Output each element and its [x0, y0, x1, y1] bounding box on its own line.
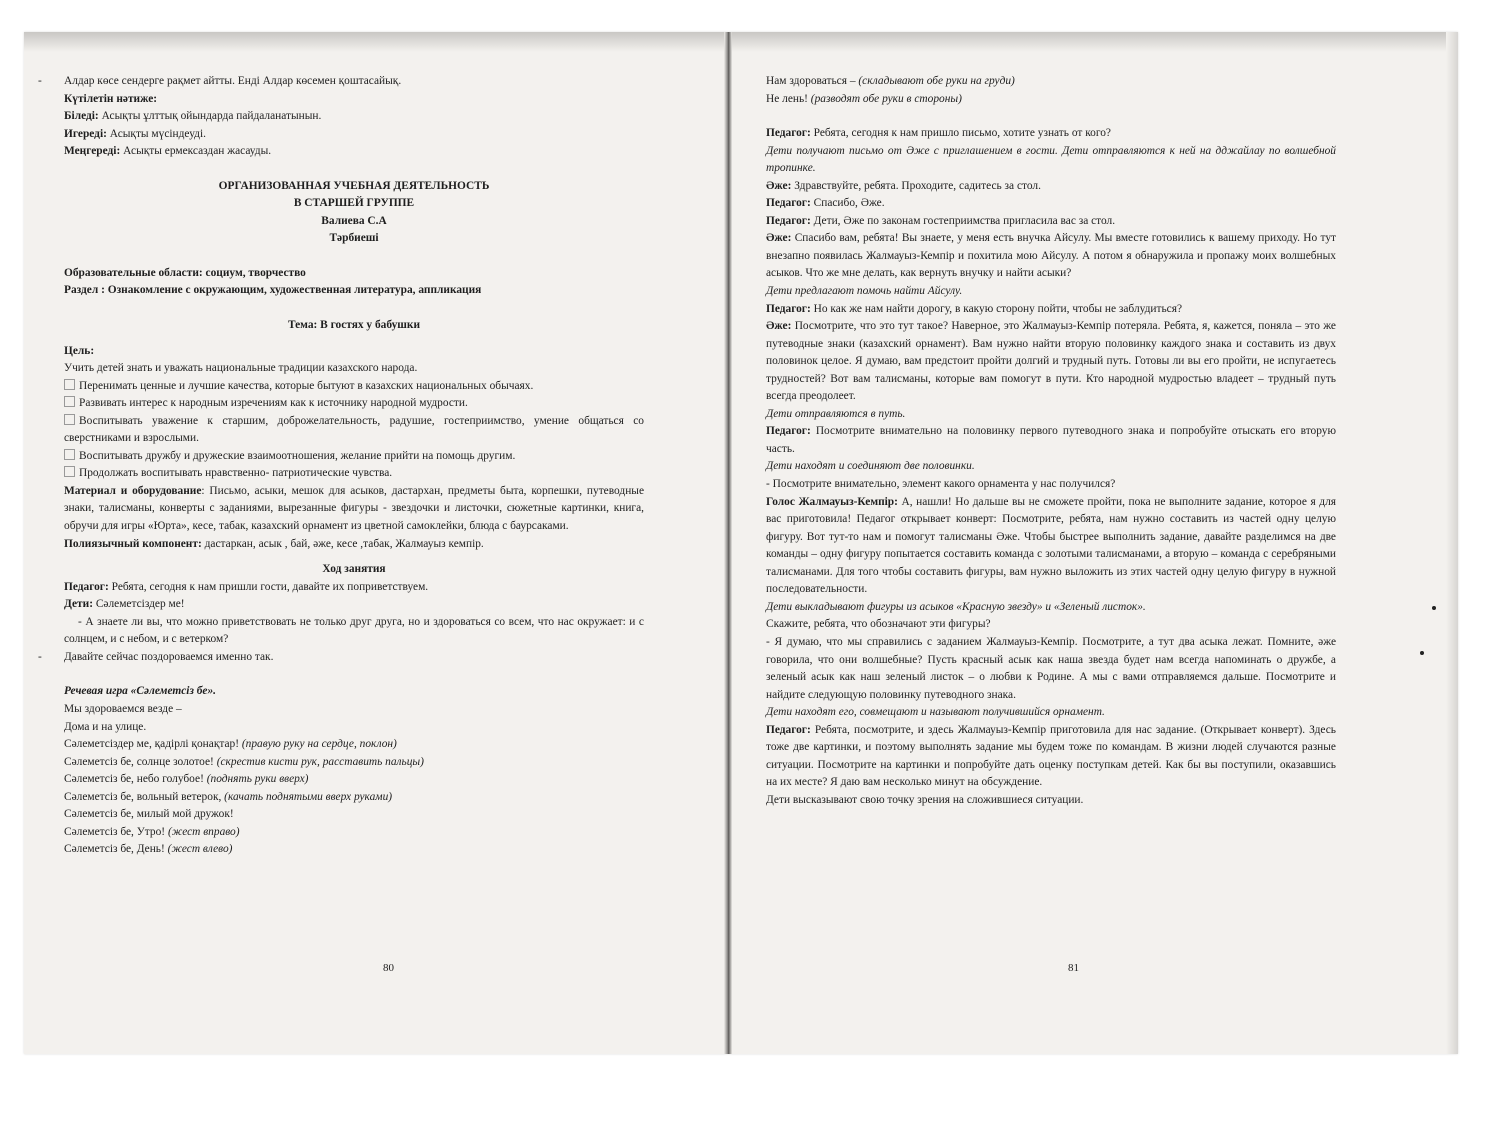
educational-areas: Образовательные области: социум, творчество	[64, 266, 306, 279]
speaker-label: Педагог:	[766, 197, 811, 210]
speaker-label: Әже:	[766, 320, 792, 333]
dialog-line	[766, 178, 1336, 196]
verse-block	[64, 701, 644, 859]
page-edge-shadow	[1446, 32, 1458, 1054]
verse-line: Мы здороваемся везде –	[64, 702, 182, 715]
stage-direction: Дети отправляются в путь.	[766, 407, 906, 420]
checkbox-bullet-icon	[64, 379, 75, 390]
scan-speck	[1432, 606, 1436, 610]
dialog-line	[766, 494, 1336, 599]
dialog-line	[766, 195, 1336, 213]
speaker-label: Әже:	[766, 232, 792, 245]
verse-line: Сәлеметсіздер ме, қадірлі қонақтар! (правую руку на сердце, поклон)	[64, 738, 397, 751]
speech-text: А, нашли! Но дальше вы не сможете пройти, пока не выполните задание, которое я для вас приготовила! Педагог открывает конверт: Посмотрите, ребята, нам нужно составить из частей одну целую фигуру. Вот тут-то нам и помогут талисманы Әже. Чтобы быстрее выполнить задание, давайте разделимся на две команды – одну фигуру попытается составить команда с золотыми талисманами, а вторую – команда с серебряными талисманами. Для того чтобы составить фигуры, вам нужно выложить из этих частей одну целую фигуру в нужной последовательности.	[766, 495, 1336, 596]
dialog-line	[766, 301, 1336, 319]
dialog-line	[766, 230, 1336, 283]
dialogue-body	[766, 125, 1336, 809]
goal-item: Воспитывать дружбу и дружеские взаимоотношения, желание прийти на помощь другим.	[64, 448, 644, 466]
dialog-line	[766, 722, 1336, 792]
dialog-line	[766, 213, 1336, 231]
polylingual-component: Полиязычный компонент: дастаркан, асык , бай, әже, кесе ,табак, Жалмауыз кемпір.	[64, 537, 484, 550]
dialog-line: Дети: Сәлеметсіздер ме!	[64, 598, 185, 611]
speech-text: Спасибо вам, ребята! Вы знаете, у меня есть внучка Айсулу. Мы вместе готовились к вашему приходу. Но тут внезапно появилась Жалмауыз-Кемпір и похитила мою Айсулу. А потом я обнаружила и пропажу моих волшебных асыков. Что же мне делать, как вернуть внучку и найти асыки?	[766, 232, 1336, 280]
stage-direction: Дети находят и соединяют две половинки.	[766, 460, 975, 473]
materials-paragraph: Материал и оборудование: Письмо, асыки, мешок для асыков, дастархан, предметы быта, корпешки, путеводные знаки, талисманы, конверты с заданиями, вырезанные фигуры - звездочки и листочки, сюжетные картинки, книга, обручи для игры «Юрта», кесе, табак, казахский орнамент из цветной самоклейки, блюда с баурсаками.	[64, 484, 645, 533]
verse-line: Сәлеметсіз бе, солнце золотое! (скрестив кисти рук, расставить пальцы)	[64, 755, 424, 768]
lesson-theme: Тема: В гостях у бабушки	[287, 319, 421, 332]
verse-line: Дома и на улице.	[64, 720, 147, 733]
book-spine	[724, 32, 732, 1054]
left-page	[38, 73, 645, 859]
speech-text: - Я думаю, что мы справились с заданием Жалмауыз-Кемпір. Посмотрите, а тут два асыка лежат. Помните, әже говорила, что они волшебные? Пусть красный асык как наша звезда будет нам всегда напоминать о дружбе, а зеленый асык как наш зеленый листок – о любви к Родине. А мы с вами отправляемся дальше. Посмотрите и найдите следующую половинку путеводного знака.	[766, 635, 1336, 701]
goal-item: Учить детей знать и уважать национальные традиции казахского народа.	[64, 362, 418, 375]
checkbox-bullet-icon	[64, 449, 75, 460]
speech-text: Скажите, ребята, что обозначают эти фигуры?	[766, 618, 991, 631]
stage-direction: Дети получают письмо от Әже с приглашением в гости. Дети отправляются к ней на дджайлау по волшебной тропинке.	[766, 144, 1336, 175]
speaker-label: Педагог:	[766, 723, 811, 736]
speaker-label: Педагог:	[766, 127, 811, 140]
stage-direction: Дети предлагают помочь найти Айсулу.	[766, 285, 963, 298]
result-learns: Меңгереді: Асықты ермексаздан жасауды.	[64, 145, 272, 158]
speech-text: - Посмотрите внимательно, элемент какого орнамента у нас получился?	[766, 478, 1116, 491]
speaker-label: Педагог:	[766, 425, 811, 438]
expected-result-label: Күтілетін нәтиже:	[64, 92, 158, 105]
speech-text: Здравствуйте, ребята. Проходите, садитесь за стол.	[791, 179, 1041, 192]
dialog-line	[766, 318, 1336, 406]
speech-text: Посмотрите внимательно на половинку первого путеводного знака и попробуйте отыскать его вторую часть.	[766, 425, 1336, 455]
checkbox-bullet-icon	[64, 466, 75, 477]
body-paragraph: - Давайте сейчас поздороваемся именно так.	[38, 650, 274, 663]
speaker-label: Педагог:	[766, 214, 811, 227]
dialog-line	[766, 476, 1336, 494]
section-heading: Раздел : Ознакомление с окружающим, художественная литература, аппликация	[64, 284, 482, 297]
speech-text: Ребята, посмотрите, и здесь Жалмауыз-Кемпір приготовила для нас задание. (Открывает конверт). Здесь тоже две картинки, и поэтому выполнять задание мы будем тоже по командам. В жизни людей случаются разные ситуации. Посмотрите на картинки и попробуйте дать оценку поступкам детей. Как бы вы поступили, оказавшись на их месте? Я даю вам несколько минут на обсуждение.	[766, 723, 1336, 789]
page-number-right: 81	[1068, 962, 1079, 974]
dialog-line	[766, 125, 1336, 143]
page-number-left: 80	[383, 962, 394, 974]
closing-line: - Алдар көсе сендерге рақмет айтты. Енді Алдар көсемен қоштасайық.	[38, 75, 402, 87]
speech-text: Посмотрите, что это тут такое? Наверное, это Жалмауыз-Кемпір потеряла. Ребята, я, кажется, поняла – это же путеводные знаки (казахский орнамент). Вам нужно найти вторую половинку каждого знака и составить из двух половинок целое. Я думаю, вам предстоит пройти долгий и трудный путь. Готовы ли вы его пройти, не испугаетесь трудностей? Вот вам талисманы, которые вам помогут в пути. Кто народной мудростью владеет – трудный путь всегда преодолеет.	[766, 320, 1336, 403]
lesson-course-heading: Ход занятия	[322, 563, 386, 576]
dialog-line: Педагог: Ребята, сегодня к нам пришли гости, давайте их поприветствуем.	[64, 580, 429, 593]
right-page	[766, 73, 1336, 809]
verse-line: Не лень! (разводят обе руки в стороны)	[766, 92, 962, 105]
goal-item: Развивать интерес к народным изречениям как к источнику народной мудрости.	[64, 395, 644, 413]
verse-line: Сәлеметсіз бе, небо голубое! (поднять руки вверх)	[64, 773, 309, 786]
verse-line: Сәлеметсіз бе, милый мой дружок!	[64, 808, 234, 821]
stage-direction: Дети находят его, совмещают и называют получившийся орнамент.	[766, 706, 1105, 719]
speaker-label: Голос Жалмауыз-Кемпір:	[766, 495, 898, 508]
dialog-line	[766, 423, 1336, 458]
scan-speck	[1420, 651, 1424, 655]
stage-direction: Дети выкладывают фигуры из асыков «Красную звезду» и «Зеленый листок».	[766, 600, 1146, 613]
document-title: ОРГАНИЗОВАННАЯ УЧЕБНАЯ ДЕЯТЕЛЬНОСТЬ	[218, 179, 490, 192]
checkbox-bullet-icon	[64, 414, 75, 425]
speech-text: Но как же нам найти дорогу, в какую сторону пойти, чтобы не заблудиться?	[810, 302, 1183, 315]
verse-line: Нам здороваться – (складывают обе руки на груди)	[766, 75, 1015, 87]
speech-text: Спасибо, Әже.	[810, 197, 885, 210]
dialog-line	[766, 616, 1336, 634]
result-masters: Игереді: Асықты мүсіндеуді.	[64, 127, 206, 140]
goal-label: Цель:	[64, 344, 95, 357]
verse-line: Сәлеметсіз бе, вольный ветерок, (качать поднятыми вверх руками)	[64, 790, 393, 803]
author-name: Валиева С.А	[321, 214, 387, 227]
verse-line: Сәлеметсіз бе, День! (жест влево)	[64, 843, 233, 856]
verse-line: Сәлеметсіз бе, Утро! (жест вправо)	[64, 825, 240, 838]
speech-text: Ребята, сегодня к нам пришло письмо, хотите узнать от кого?	[810, 127, 1111, 140]
checkbox-bullet-icon	[64, 396, 75, 407]
goal-item: Перенимать ценные и лучшие качества, которые бытуют в казахских национальных обычаях.	[64, 378, 644, 396]
result-knows: Біледі: Асықты ұлттық ойындарда пайдаланатынын.	[64, 110, 322, 123]
speaker-label: Әже:	[766, 179, 792, 192]
speech-text: Дети, Әже по законам гостеприимства пригласила вас за стол.	[810, 214, 1116, 227]
goal-item: Воспитывать уважение к старшим, доброжелательность, радушие, гостеприимство, умение общаться со сверстниками и взрослыми.	[64, 414, 644, 445]
dialog-line	[766, 634, 1336, 704]
document-title-line2: В СТАРШЕЙ ГРУППЕ	[293, 197, 415, 210]
speech-text: Дети высказывают свою точку зрения на сложившиеся ситуации.	[766, 793, 1084, 806]
speaker-label: Педагог:	[766, 302, 811, 315]
dialog-line	[766, 792, 1336, 810]
author-role: Тәрбиеші	[329, 232, 379, 245]
game-title: Речевая игра «Сәлеметсіз бе».	[64, 685, 217, 698]
body-paragraph: - А знаете ли вы, что можно приветствовать не только друг друга, но и здороваться со всем, что нас окружает: и с солнцем, и с небом, и с ветерком?	[64, 615, 644, 646]
scan-top-shadow	[24, 32, 1458, 52]
goal-item: Продолжать воспитывать нравственно- патриотические чувства.	[64, 465, 644, 483]
